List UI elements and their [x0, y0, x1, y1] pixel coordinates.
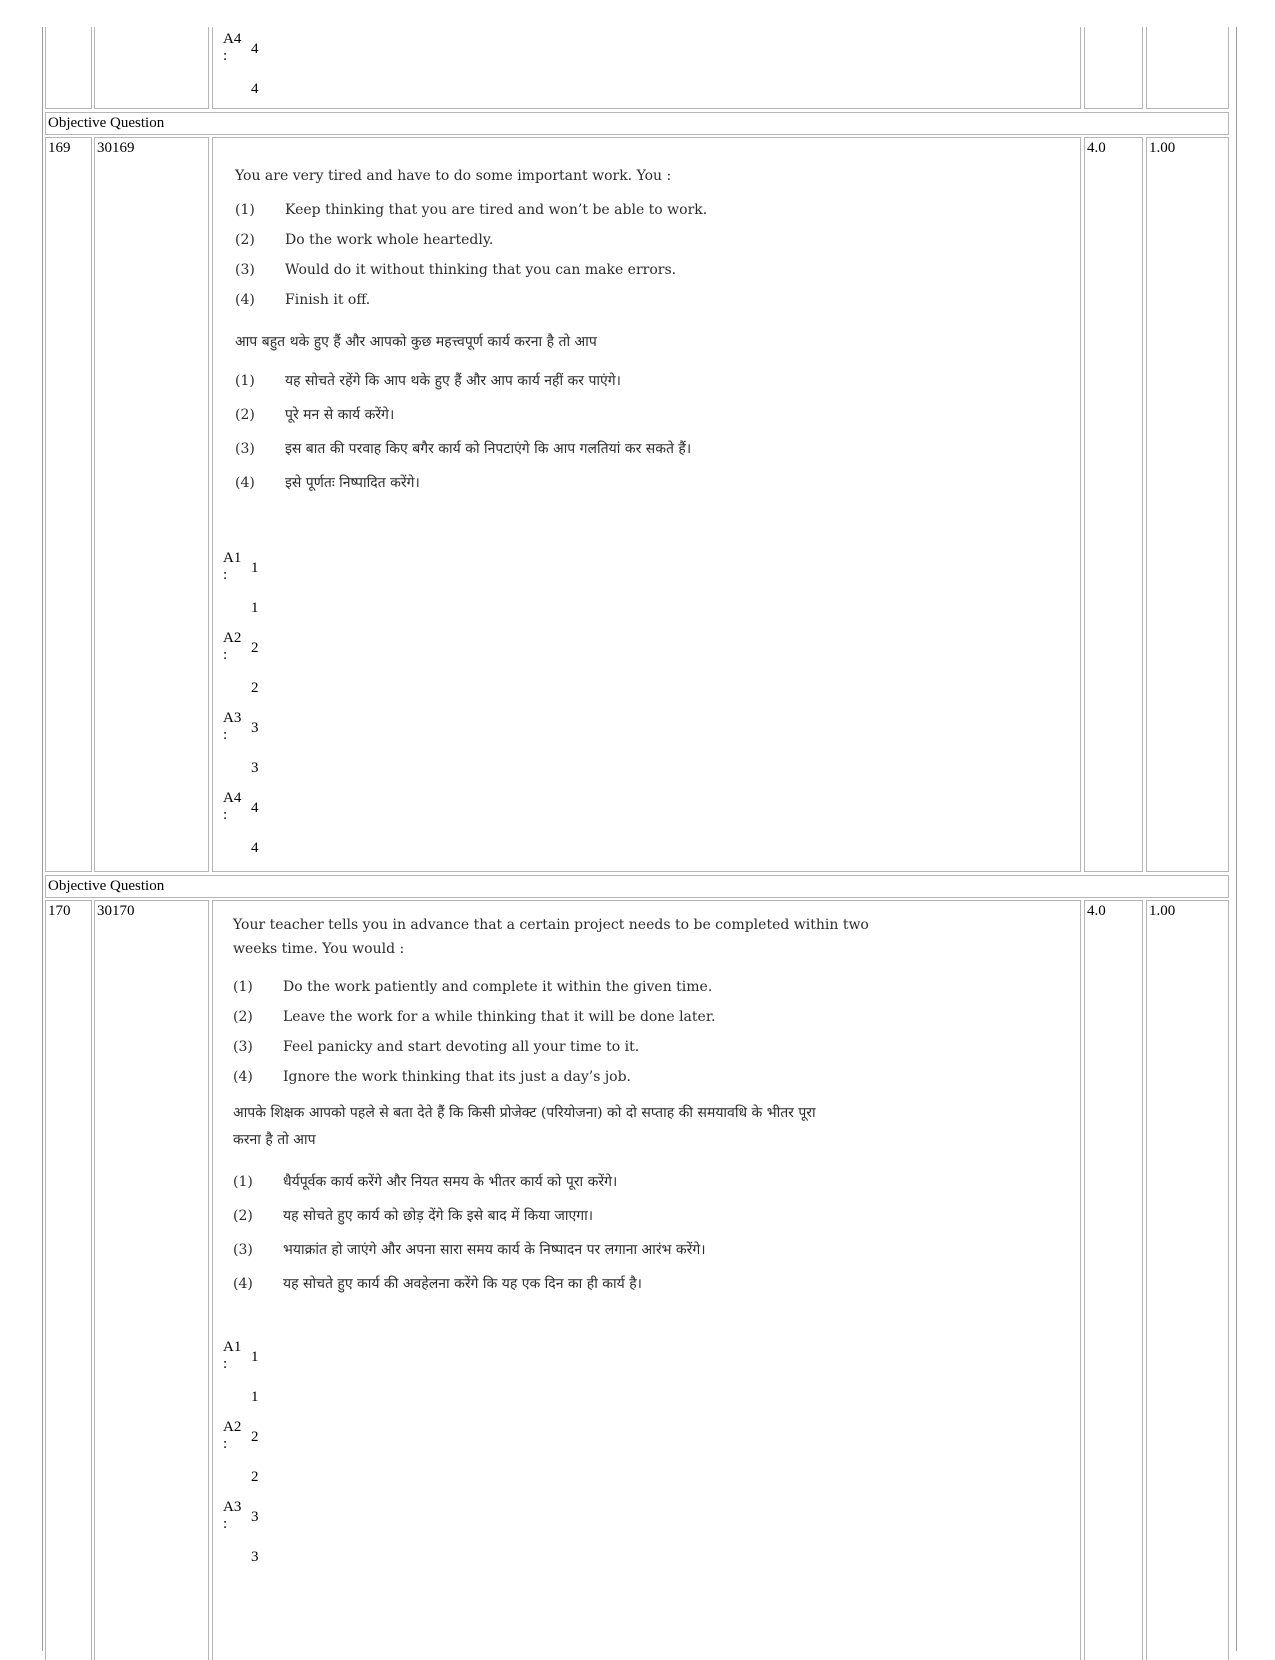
- answer-label: A1: [223, 550, 242, 566]
- qid-cell: [94, 137, 209, 872]
- answer-number: 3: [251, 720, 259, 736]
- option-text: पूरे मन से कार्य करेंगे।: [285, 407, 395, 423]
- answer-option: [223, 1499, 283, 1569]
- answer-colon: :: [223, 1436, 228, 1452]
- answer-option: [223, 1339, 283, 1409]
- answer-number: 4: [251, 800, 259, 816]
- answer-label: A2: [223, 1419, 242, 1435]
- negative-marks-cell: [1146, 900, 1229, 1660]
- outer-border-left: [42, 27, 43, 1651]
- answer-number: 1: [251, 1349, 259, 1365]
- answer-option: [223, 710, 283, 780]
- serial-number: 169: [48, 140, 71, 156]
- question-hindi: [235, 330, 1035, 500]
- outer-border-right: [1236, 27, 1237, 1651]
- question-stem: You are very tired and have to do some important work. You :: [235, 168, 672, 184]
- question-id: 30169: [97, 140, 135, 156]
- answer-label: A4: [223, 31, 242, 47]
- option-text: Ignore the work thinking that its just a day’s job.: [283, 1069, 632, 1085]
- serial-number: 170: [48, 903, 71, 919]
- sno-cell: [45, 900, 92, 1660]
- answer-label: A1: [223, 1339, 242, 1355]
- answer-value: 4: [251, 81, 259, 97]
- answer-number: 3: [251, 1509, 259, 1525]
- answer-label: A3: [223, 1499, 242, 1515]
- option-text: यह सोचते रहेंगे कि आप थके हुए हैं और आप कार्य नहीं कर पाएंगे।: [285, 373, 621, 389]
- option-text: Do the work whole heartedly.: [285, 232, 494, 248]
- answer-value: 3: [251, 760, 259, 776]
- section-label: Objective Question: [48, 878, 165, 894]
- option-number: (4): [235, 475, 255, 491]
- option-text: Keep thinking that you are tired and won’t be able to work.: [285, 202, 708, 218]
- option-number: (4): [235, 292, 255, 308]
- answer-colon: :: [223, 727, 228, 743]
- answer-colon: :: [223, 1356, 228, 1372]
- answer-value: 3: [251, 1549, 259, 1565]
- option-text: यह सोचते हुए कार्य की अवहेलना करेंगे कि यह एक दिन का ही कार्य है।: [283, 1276, 642, 1292]
- answer-option: [223, 630, 283, 700]
- answer-option: [223, 31, 283, 101]
- answer-colon: :: [223, 807, 228, 823]
- answer-label: A3: [223, 710, 242, 726]
- answer-value: 4: [251, 840, 259, 856]
- option-text: भयाक्रांत हो जाएंगे और अपना सारा समय कार्य के निष्पादन पर लगाना आरंभ करेंगे।: [283, 1242, 706, 1258]
- option-number: (1): [233, 1174, 253, 1190]
- prev-marks-cell: [1084, 27, 1143, 109]
- answer-value: 2: [251, 680, 259, 696]
- section-header: [45, 112, 1229, 135]
- question-hindi: [233, 1101, 1053, 1301]
- option-text: यह सोचते हुए कार्य को छोड़ देंगे कि इसे बाद में किया जाएगा।: [283, 1208, 594, 1224]
- prev-qid-cell: [94, 27, 209, 109]
- answer-number: 1: [251, 560, 259, 576]
- option-number: (3): [233, 1039, 253, 1055]
- marks-cell: [1084, 137, 1143, 872]
- answer-colon: :: [223, 647, 228, 663]
- option-text: Feel panicky and start devoting all your time to it.: [283, 1039, 640, 1055]
- section-header: [45, 875, 1229, 898]
- question-stem-hindi-line-1: आपके शिक्षक आपको पहले से बता देते हैं कि किसी प्रोजेक्ट (परियोजना) को दो सप्ताह की समयावधि के भीतर पूरा: [233, 1105, 816, 1121]
- question-stem-line-2: weeks time. You would :: [233, 941, 405, 957]
- option-text: Finish it off.: [285, 292, 371, 308]
- negative-marks-value: 1.00: [1149, 140, 1176, 156]
- question-cell: [212, 137, 1081, 872]
- sno-cell: [45, 137, 92, 872]
- negative-marks-value: 1.00: [1149, 903, 1176, 919]
- option-text: इसे पूर्णतः निष्पादित करेंगे।: [285, 475, 420, 491]
- question-stem-hindi: आप बहुत थके हुए हैं और आपको कुछ महत्त्वपूर्ण कार्य करना है तो आप: [235, 334, 597, 350]
- question-cell: [212, 900, 1081, 1660]
- marks-value: 4.0: [1087, 140, 1106, 156]
- option-text: धैर्यपूर्वक कार्य करेंगे और नियत समय के भीतर कार्य को पूरा करेंगे।: [283, 1174, 618, 1190]
- option-number: (3): [235, 441, 255, 457]
- answer-label: A4: [223, 790, 242, 806]
- answer-option: [223, 1419, 283, 1489]
- question-stem-line-1: Your teacher tells you in advance that a certain project needs to be completed within two: [233, 917, 869, 933]
- prev-sno-cell: [45, 27, 92, 109]
- option-number: (3): [233, 1242, 253, 1258]
- qid-cell: [94, 900, 209, 1660]
- negative-marks-cell: [1146, 137, 1229, 872]
- option-number: (1): [235, 202, 255, 218]
- answer-option: [223, 550, 283, 620]
- answer-value: 2: [251, 1469, 259, 1485]
- answer-colon: :: [223, 48, 228, 64]
- option-text: इस बात की परवाह किए बगैर कार्य को निपटाएंगे कि आप गलतियां कर सकते हैं।: [285, 441, 692, 457]
- answer-number: 2: [251, 640, 259, 656]
- option-text: Leave the work for a while thinking that it will be done later.: [283, 1009, 716, 1025]
- answer-colon: :: [223, 567, 228, 583]
- answer-label: A2: [223, 630, 242, 646]
- question-english: [233, 913, 1053, 1088]
- option-number: (2): [233, 1009, 253, 1025]
- answer-number: 4: [251, 41, 259, 57]
- option-text: Do the work patiently and complete it within the given time.: [283, 979, 713, 995]
- answer-number: 2: [251, 1429, 259, 1445]
- answer-colon: :: [223, 1516, 228, 1532]
- option-number: (2): [233, 1208, 253, 1224]
- answer-value: 1: [251, 1389, 259, 1405]
- question-id: 30170: [97, 903, 135, 919]
- question-stem-hindi-line-2: करना है तो आप: [233, 1132, 316, 1148]
- answer-value: 1: [251, 600, 259, 616]
- option-number: (2): [235, 407, 255, 423]
- option-text: Would do it without thinking that you can make errors.: [285, 262, 677, 278]
- option-number: (2): [235, 232, 255, 248]
- option-number: (1): [235, 373, 255, 389]
- section-label: Objective Question: [48, 115, 165, 131]
- question-english: [235, 164, 1035, 314]
- prev-question-cell: [212, 27, 1081, 109]
- marks-cell: [1084, 900, 1143, 1660]
- prev-negative-cell: [1146, 27, 1229, 109]
- answer-option: [223, 790, 283, 860]
- option-number: (3): [235, 262, 255, 278]
- option-number: (4): [233, 1276, 253, 1292]
- marks-value: 4.0: [1087, 903, 1106, 919]
- option-number: (4): [233, 1069, 253, 1085]
- option-number: (1): [233, 979, 253, 995]
